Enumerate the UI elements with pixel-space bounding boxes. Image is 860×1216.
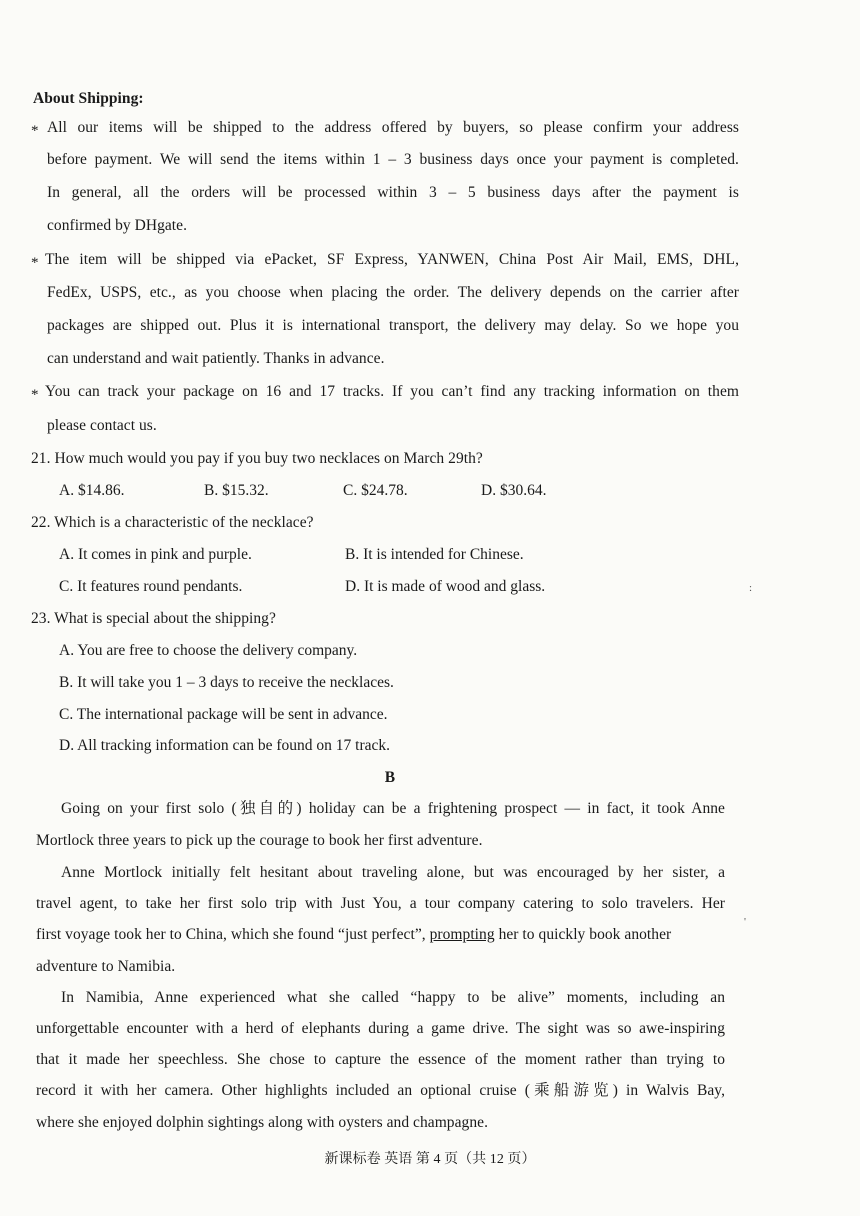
question-21-option-d: D. $30.64. — [481, 482, 547, 499]
underlined-word-prompting: prompting — [429, 926, 495, 943]
shipping-bullet-1-line-3: In general, all the orders will be processed within 3 – 5 business days after the payment is — [47, 184, 739, 201]
question-22-stem: 22. Which is a characteristic of the necklace? — [31, 514, 314, 531]
question-22-option-a: A. It comes in pink and purple. — [59, 546, 252, 563]
passage-b-p1-line-2: Mortlock three years to pick up the courage to book her first adventure. — [36, 832, 483, 849]
shipping-bullet-2-line-4: can understand and wait patiently. Thanks in advance. — [47, 350, 385, 367]
bullet-marker: * — [31, 255, 39, 271]
question-23-stem: 23. What is special about the shipping? — [31, 610, 276, 627]
question-21-option-a: A. $14.86. — [59, 482, 125, 499]
shipping-bullet-2-line-1: The item will be shipped via ePacket, SF Express, YANWEN, China Post Air Mail, EMS, DHL, — [45, 251, 739, 268]
passage-b-p2-line-2: travel agent, to take her first solo trip with Just You, a tour company catering to solo travelers. Her — [36, 895, 725, 912]
shipping-heading: About Shipping: — [33, 90, 144, 107]
shipping-bullet-1-line-1: All our items will be shipped to the address offered by buyers, so please confirm your address — [47, 119, 739, 136]
passage-b-p2-line-3 — [36, 925, 671, 945]
passage-b-p3-line-1: In Namibia, Anne experienced what she called “happy to be alive” moments, including an — [61, 989, 725, 1006]
shipping-bullet-3-line-2: please contact us. — [47, 417, 157, 434]
shipping-bullet-2-line-3: packages are shipped out. Plus it is international transport, the delivery may delay. So we hope you — [47, 317, 739, 334]
passage-b-p3-line-3: that it made her speechless. She chose to capture the essence of the moment rather than trying to — [36, 1051, 725, 1068]
question-22-option-c: C. It features round pendants. — [59, 578, 243, 595]
passage-b-p1-line-1: Going on your first solo (独自的) holiday can be a frightening prospect — in fact, it took Anne — [61, 800, 725, 817]
shipping-bullet-3-line-1: You can track your package on 16 and 17 tracks. If you can’t find any tracking information on them — [45, 383, 739, 400]
passage-b-p3-line-5: where she enjoyed dolphin sightings along with oysters and champagne. — [36, 1114, 488, 1131]
shipping-bullet-1-line-2: before payment. We will send the items within 1 – 3 business days once your payment is completed. — [47, 151, 739, 168]
passage-b-p2-line-1: Anne Mortlock initially felt hesitant about traveling alone, but was encouraged by her sister, a — [61, 864, 725, 881]
shipping-bullet-2-line-2: FedEx, USPS, etc., as you choose when placing the order. The delivery depends on the carrier after — [47, 284, 739, 301]
question-23-option-c: C. The international package will be sent in advance. — [59, 706, 388, 723]
passage-b-p3-line-2: unforgettable encounter with a herd of elephants during a game drive. The sight was so awe-inspiring — [36, 1020, 725, 1037]
passage-b-p2-line-3-after: her to quickly book another — [494, 926, 672, 943]
question-21-option-b: B. $15.32. — [204, 482, 269, 499]
scan-speck: ' — [744, 916, 746, 928]
passage-b-p3-line-4: record it with her camera. Other highlights included an optional cruise (乘船游览) in Walvis Bay, — [36, 1082, 725, 1099]
passage-b-p2-line-3-before: first voyage took her to China, which she found “just perfect”, — [36, 926, 430, 943]
passage-b-title: B — [384, 769, 396, 786]
question-21-option-c: C. $24.78. — [343, 482, 408, 499]
question-22-option-d: D. It is made of wood and glass. — [345, 578, 546, 595]
passage-b-p2-line-4: adventure to Namibia. — [36, 958, 176, 975]
question-23-option-b: B. It will take you 1 – 3 days to receive the necklaces. — [59, 674, 394, 691]
page-footer: 新课标卷 英语 第 4 页（共 12 页） — [324, 1152, 536, 1167]
question-22-option-b: B. It is intended for Chinese. — [345, 546, 524, 563]
question-21-stem: 21. How much would you pay if you buy two necklaces on March 29th? — [31, 450, 483, 467]
bullet-marker: * — [31, 123, 39, 139]
scan-speck: : — [749, 582, 753, 594]
question-23-option-d: D. All tracking information can be found on 17 track. — [59, 737, 391, 754]
shipping-bullet-1-line-4: confirmed by DHgate. — [47, 217, 188, 234]
bullet-marker: * — [31, 387, 39, 403]
question-23-option-a: A. You are free to choose the delivery company. — [59, 642, 358, 659]
